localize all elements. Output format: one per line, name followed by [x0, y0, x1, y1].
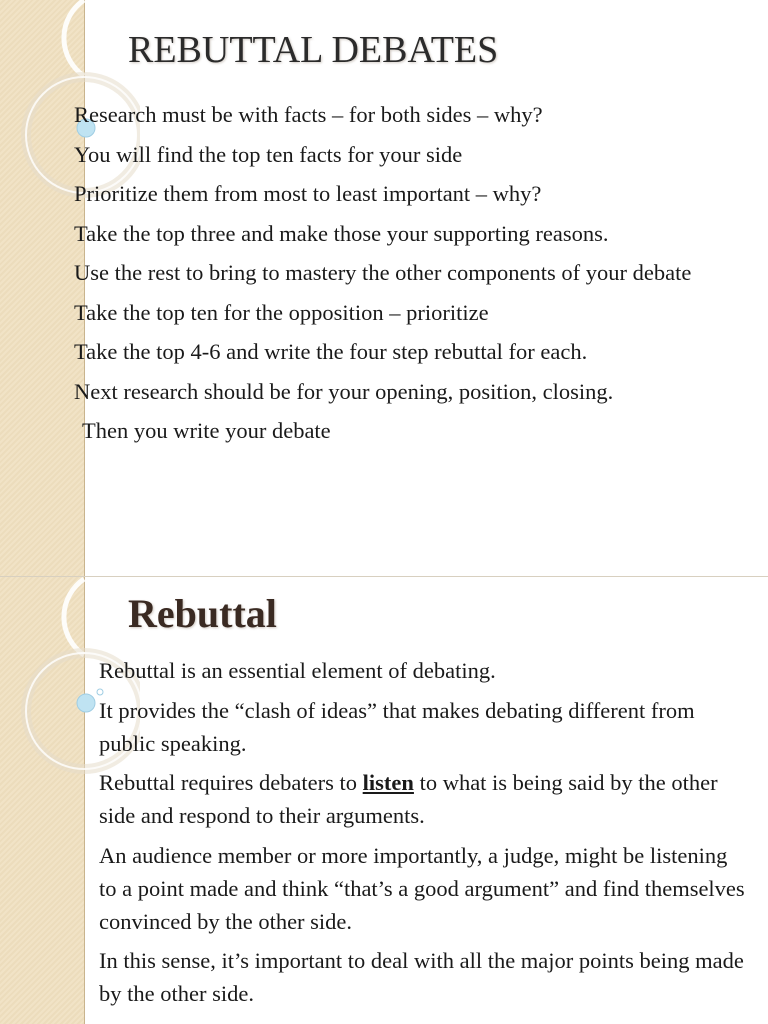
list-item: Research must be with facts – for both sides – why?: [74, 102, 543, 127]
list-item-text: Rebuttal requires debaters to: [99, 770, 363, 795]
list-item: Then you write your debate: [82, 418, 331, 443]
bullet-list: [74, 98, 754, 454]
list-item: Use the rest to bring to mastery the other components of your debate: [74, 260, 692, 285]
list-item: Take the top ten for the opposition – prioritize: [74, 299, 489, 325]
list-item: It provides the “clash of ideas” that makes debating different from public speaking.: [99, 697, 695, 756]
section-title: Rebuttal: [128, 591, 277, 636]
page-title: REBUTTAL DEBATES: [128, 29, 499, 71]
list-item: In this sense, it’s important to deal with all the major points being made by the other side.: [99, 948, 744, 1006]
emphasis-text: listen: [362, 770, 414, 795]
list-item: An audience member or more importantly, a judge, might be listening to a point made and think “that’s a good argument” and find themselves convinced by the other side.: [99, 842, 745, 934]
list-item: [99, 766, 749, 832]
list-item: Take the top three and make those your supporting reasons.: [74, 220, 609, 246]
list-item-text: to what is being said by the other side and respond to their arguments.: [99, 770, 718, 828]
list-item: You will find the top ten facts for your side: [74, 141, 463, 167]
list-item: Prioritize them from most to least important – why?: [74, 181, 542, 206]
list-item: Take the top 4-6 and write the four step rebuttal for each.: [74, 339, 588, 364]
list-item: Rebuttal is an essential element of debating.: [99, 658, 496, 683]
list-item: Next research should be for your opening, position, closing.: [74, 378, 614, 404]
bullet-list: [99, 654, 749, 1017]
